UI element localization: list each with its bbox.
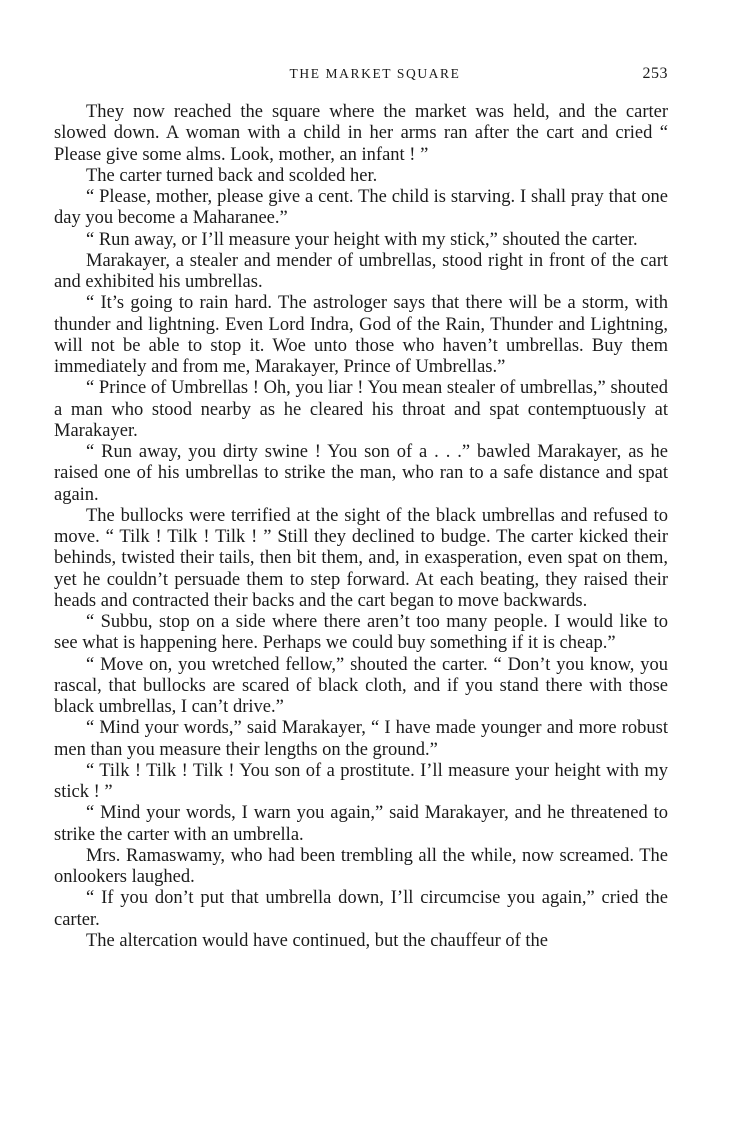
paragraph: Mrs. Ramaswamy, who had been trembling all the while, now screamed. The onlookers laughed. (54, 845, 668, 887)
paragraph: “ If you don’t put that umbrella down, I’ll circumcise you again,” cried the carter. (54, 888, 668, 930)
paragraph: “ Prince of Umbrellas ! Oh, you liar ! You mean stealer of umbrellas,” shouted a man who stood nearby as he cleared his throat and spat contemptuously at Marakayer. (54, 378, 668, 441)
paragraph: “ Run away, or I’ll measure your height with my stick,” shouted the carter. (86, 229, 638, 250)
running-head (0, 66, 750, 88)
paragraph: “ Subbu, stop on a side where there aren’t too many people. I would like to see what is happening here. Perhaps we could buy something if it is cheap.” (54, 612, 668, 654)
paragraph: “ Run away, you dirty swine ! You son of a . . .” bawled Marakayer, as he raised one of his umbrellas to strike the man, who ran to a safe distance and spat again. (54, 442, 668, 505)
paragraph: “ Mind your words, I warn you again,” said Marakayer, and he threatened to strike the carter with an umbrella. (54, 803, 668, 845)
running-title: THE MARKET SQUARE (289, 66, 461, 81)
page-number: 253 (642, 65, 668, 82)
body-text (54, 102, 668, 952)
paragraph: The bullocks were terrified at the sight of the black umbrellas and refused to move. “ Tilk ! Tilk ! Tilk ! ” Still they declined to budge. The carter kicked their behinds, twisted their tails, then bit them, and, in exasperation, even spat on them, yet he couldn’t persuade them to step forward. At each beating, they raised their heads and contracted their backs and the cart began to move backwards. (54, 505, 668, 611)
paragraph: “ Please, mother, please give a cent. The child is starving. I shall pray that one day you become a Maharanee.” (54, 187, 668, 229)
paragraph: “ Mind your words,” said Marakayer, “ I have made younger and more robust men than you measure their lengths on the ground.” (54, 718, 668, 760)
paragraph: The carter turned back and scolded her. (86, 165, 378, 186)
paragraph: “ It’s going to rain hard. The astrologer says that there will be a storm, with thunder and lightning. Even Lord Indra, God of the Rain, Thunder and Lightning, will not be able to stop it. Woe unto those who haven’t umbrellas. Buy them immediately and from me, Marakayer, Prince of Umbrellas.” (54, 293, 668, 377)
paragraph: Marakayer, a stealer and mender of umbrellas, stood right in front of the cart and exhibited his umbrellas. (54, 250, 668, 292)
paragraph: The altercation would have continued, but the chauffeur of the (86, 930, 548, 951)
paragraph: “ Tilk ! Tilk ! Tilk ! You son of a prostitute. I’ll measure your height with my stick ! ” (54, 760, 668, 802)
paragraph: “ Move on, you wretched fellow,” shouted the carter. “ Don’t you know, you rascal, that bullocks are scared of black cloth, and if you stand there with those black umbrellas, I can’t drive.” (54, 654, 668, 717)
paragraph: They now reached the square where the market was held, and the carter slowed down. A woman with a child in her arms ran after the cart and cried “ Please give some alms. Look, mother, an infant ! ” (54, 102, 668, 165)
